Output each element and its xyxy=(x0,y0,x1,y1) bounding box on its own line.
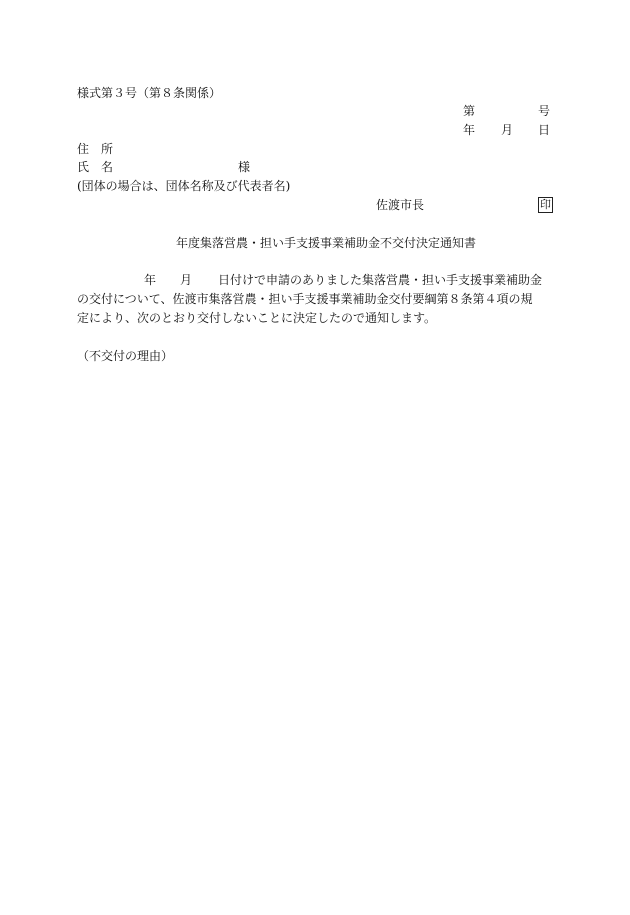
body-line3: 定により、次のとおり交付しないことに決定したので通知します。 xyxy=(77,311,437,325)
doc-number-suffix: 号 xyxy=(538,104,551,118)
body-year: 年 xyxy=(144,273,157,287)
document-title: 年度集落営農・担い手支援事業補助金不交付決定通知書 xyxy=(176,236,477,250)
reason-label: （不交付の理由） xyxy=(77,349,174,363)
seal-mark: 印 xyxy=(540,198,551,211)
doc-number-prefix: 第 xyxy=(463,104,476,118)
issuer-title: 佐渡市長 xyxy=(376,198,425,212)
body-line1: 日付けで申請のありました集落営農・担い手支援事業補助金 xyxy=(218,273,543,287)
honorific: 様 xyxy=(238,160,251,174)
address-label: 住 所 xyxy=(77,142,114,156)
doc-date-year: 年 xyxy=(463,123,476,137)
org-note: (団体の場合は、団体名称及び代表者名) xyxy=(77,179,291,193)
name-label: 氏 名 xyxy=(77,160,114,174)
form-label: 様式第３号（第８条関係） xyxy=(77,86,222,100)
body-line2: の交付について、佐渡市集落営農・担い手支援事業補助金交付要綱第８条第４項の規 xyxy=(77,292,533,306)
doc-date-day: 日 xyxy=(538,123,551,137)
body-month: 月 xyxy=(180,273,193,287)
doc-date-month: 月 xyxy=(501,123,514,137)
